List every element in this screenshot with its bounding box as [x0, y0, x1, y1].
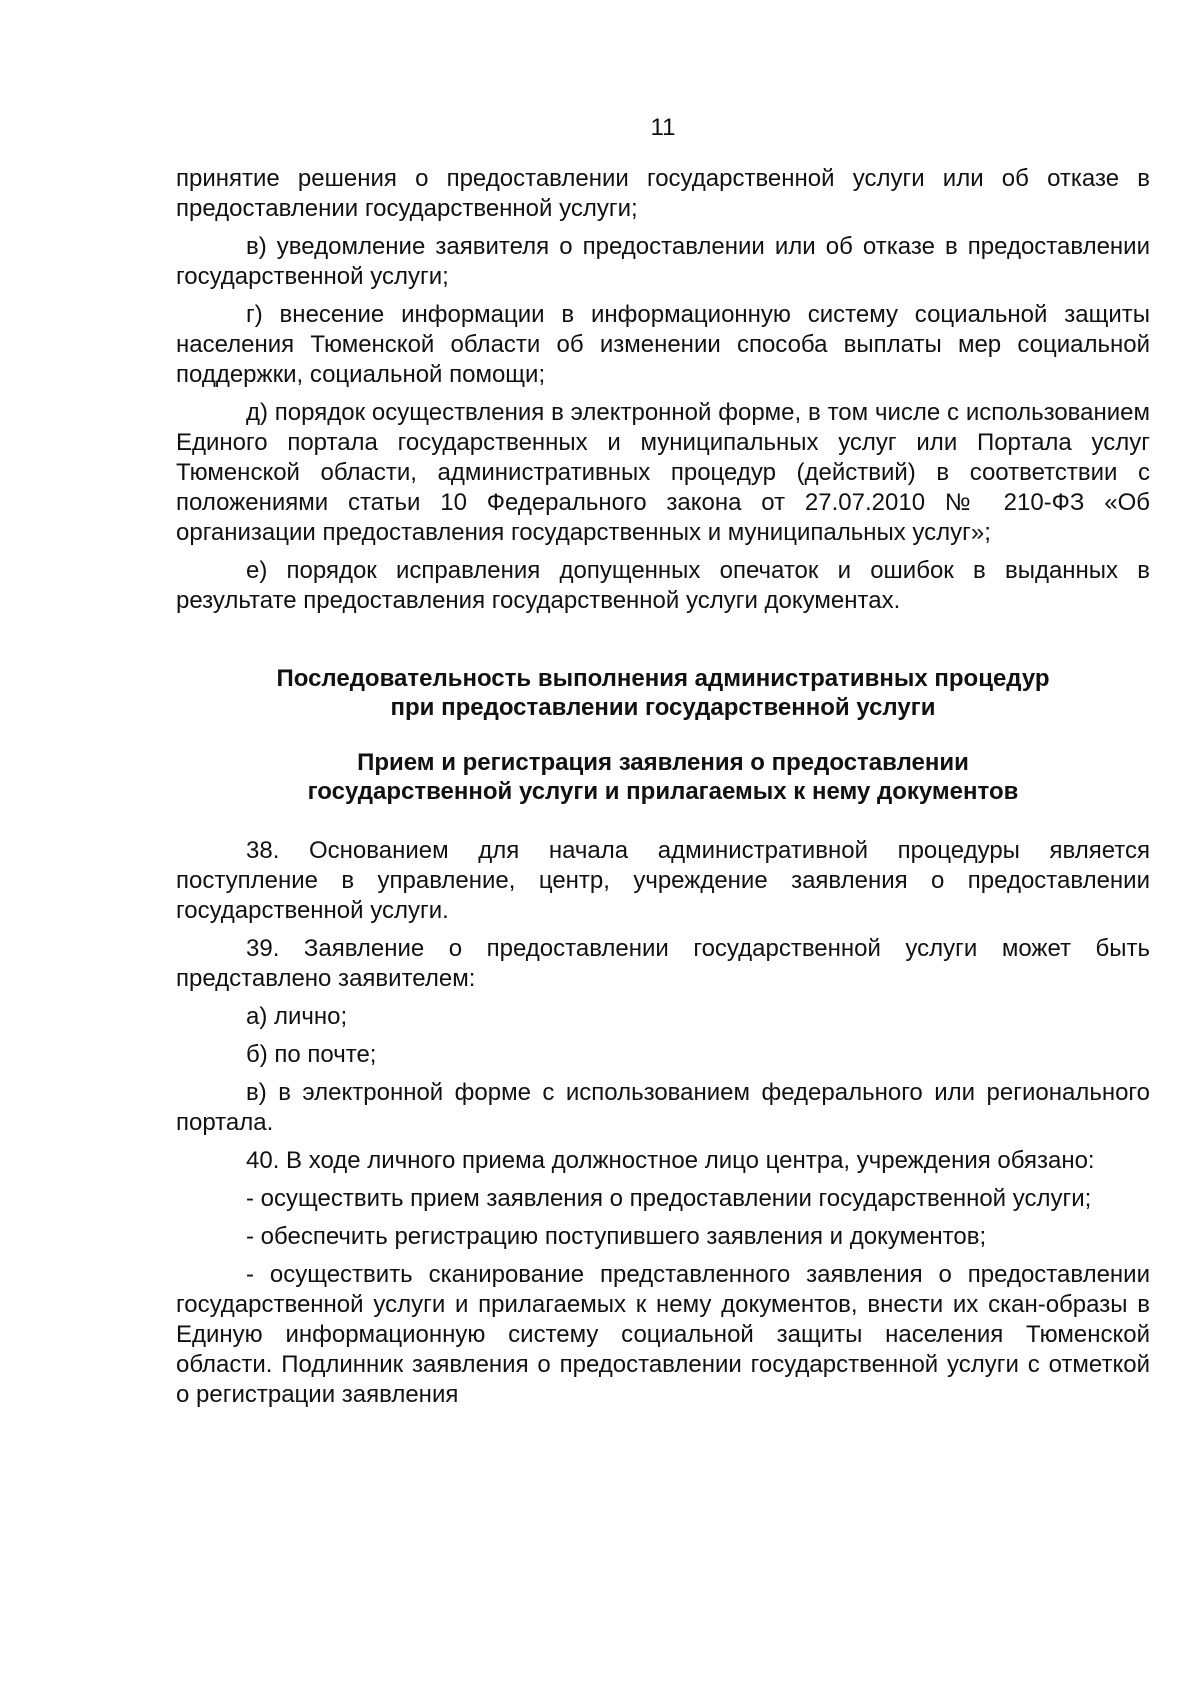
paragraph-item-g: г) внесение информации в информационную систему социальной защиты населения Тюменской области об изменении способа выплаты мер социальной поддержки, социальной помощи; — [176, 301, 1150, 388]
paragraph-continuation: принятие решения о предоставлении государственной услуги или об отказе в предоставлении государственной услуги; — [176, 165, 1150, 222]
document-body — [176, 164, 1150, 1418]
paragraph-40-item-1: - осуществить прием заявления о предоставлении государственной услуги; — [246, 1185, 1092, 1212]
subsection-heading-line-1: Прием и регистрация заявления о предоставлении — [357, 749, 969, 776]
section-heading-line-2: при предоставлении государственной услуги — [390, 694, 936, 721]
paragraph-item-d: д) порядок осуществления в электронной форме, в том числе с использованием Единого портала государственных и муниципальных услуг или Портала услуг Тюменской области, административных процедур (действий) в соответствии с положениями статьи 10 Федерального закона от 27.07.2010 № 210-ФЗ «Об организации предоставления государственных и муниципальных услуг»; — [176, 399, 1150, 546]
spacer — [176, 624, 1150, 664]
paragraph-39-b: б) по почте; — [246, 1041, 377, 1068]
paragraph-item-e: е) порядок исправления допущенных опечаток и ошибок в выданных в результате предоставления государственной услуги документах. — [176, 557, 1150, 614]
subsection-heading — [176, 748, 1150, 806]
paragraph-38: 38. Основанием для начала административной процедуры является поступление в управление, центр, учреждение заявления о предоставлении государственной услуги. — [176, 837, 1150, 924]
paragraph-item-v: в) уведомление заявителя о предоставлении или об отказе в предоставлении государственной услуги; — [176, 233, 1150, 290]
spacer — [176, 806, 1150, 836]
page-number: 11 — [650, 114, 676, 141]
paragraph-39: 39. Заявление о предоставлении государственной услуги может быть представлено заявителем: — [176, 935, 1150, 992]
section-heading-line-1: Последовательность выполнения административных процедур — [276, 665, 1050, 692]
subsection-heading-line-2: государственной услуги и прилагаемых к нему документов — [307, 778, 1019, 805]
paragraph-40: 40. В ходе личного приема должностное лицо центра, учреждения обязано: — [246, 1147, 1095, 1174]
paragraph-40-item-2: - обеспечить регистрацию поступившего заявления и документов; — [246, 1223, 987, 1250]
paragraph-39-a: а) лично; — [246, 1003, 348, 1030]
paragraph-40-item-3: - осуществить сканирование представленного заявления о предоставлении государственной услуги и прилагаемых к нему документов, внести их скан-образы в Единую информационную систему социальной защиты населения Тюменской области. Подлинник заявления о предоставлении государственной услуги с отметкой о регистрации заявления — [176, 1261, 1150, 1408]
spacer — [176, 722, 1150, 748]
section-heading — [176, 664, 1150, 722]
paragraph-39-v: в) в электронной форме с использованием федерального или регионального портала. — [176, 1079, 1150, 1136]
